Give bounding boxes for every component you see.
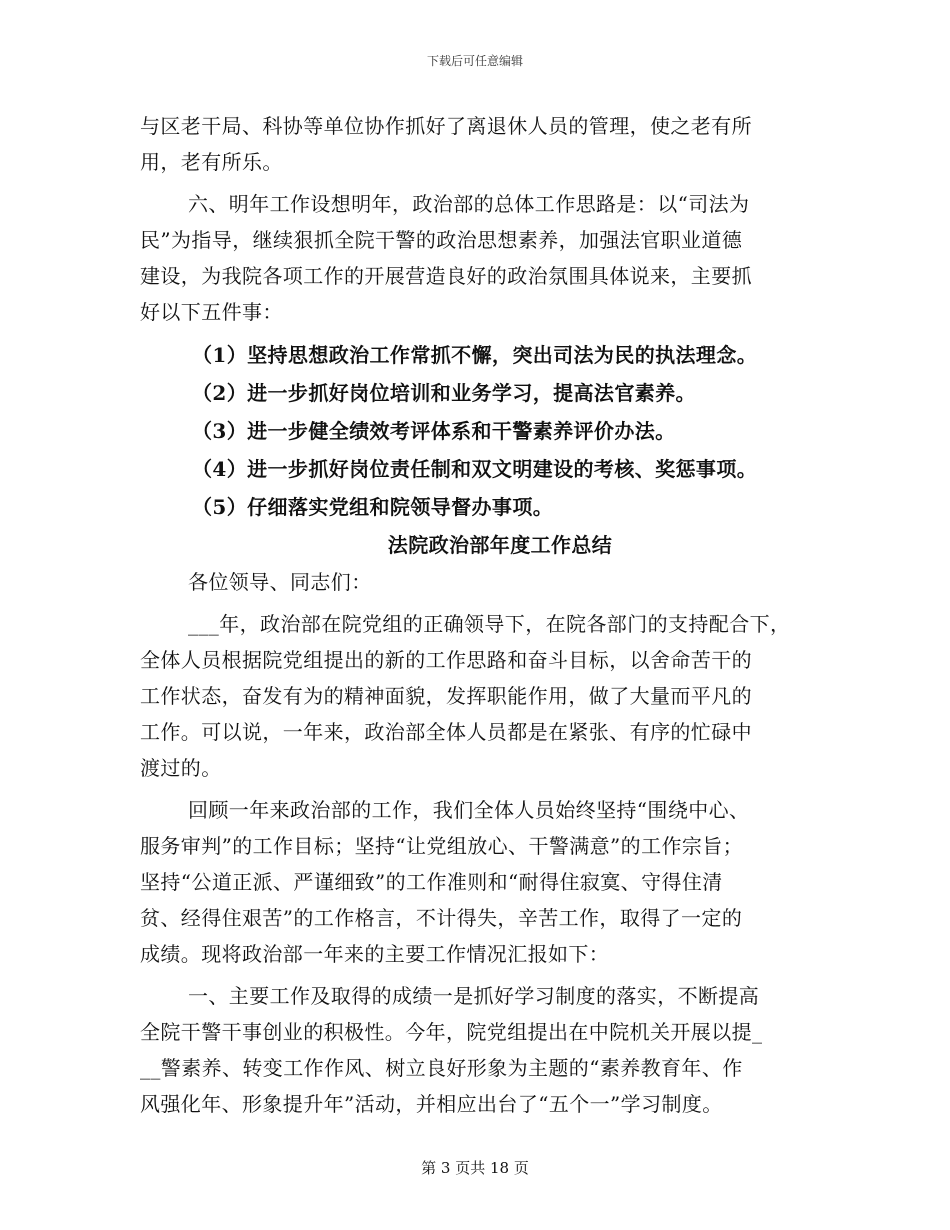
section-title: 法院政治部年度工作总结 — [387, 533, 613, 557]
list-item-2: （2）进一步抓好岗位培训和业务学习，提高法官素养。 — [192, 381, 696, 405]
paragraph-line: 成绩。现将政治部一年来的主要工作情况汇报如下： — [140, 942, 610, 966]
paragraph-line: 建设，为我院各项工作的开展营造良好的政治氛围具体说来，主要抓 — [140, 264, 752, 288]
paragraph-line: 工作状态，奋发有为的精神面貌，发挥职能作用，做了大量而平凡的 — [140, 684, 752, 708]
paragraph-line: 全院干警干事创业的积极性。今年，院党组提出在中院机关开展以提_ — [140, 1020, 763, 1044]
paragraph-line: 风强化年、形象提升年”活动，并相应出台了“五个一”学习制度。 — [140, 1092, 723, 1116]
paragraph-line: 坚持“公道正派、严谨细致”的工作准则和“耐得住寂寞、守得住清 — [140, 870, 723, 894]
paragraph-line: 民”为指导，继续狠抓全院干警的政治思想素养，加强法官职业道德 — [140, 228, 743, 252]
document-body — [140, 108, 820, 1122]
paragraph-line: 渡过的。 — [140, 756, 222, 780]
list-item-1: （1）坚持思想政治工作常抓不懈，突出司法为民的执法理念。 — [192, 343, 758, 367]
page-number: 第 3 页共 18 页 — [421, 1159, 529, 1177]
paragraph-line: 服务审判”的工作目标；坚持“让党组放心、干警满意”的工作宗旨； — [140, 834, 744, 858]
page-header: 下载后可任意编辑 — [426, 54, 523, 68]
paragraph-line: 好以下五件事： — [140, 300, 283, 324]
paragraph-line: 全体人员根据院党组提出的新的工作思路和奋斗目标，以舍命苦干的 — [140, 648, 752, 672]
list-item-5: （5）仔细落实党组和院领导督办事项。 — [192, 495, 554, 519]
paragraph-line: 一、主要工作及取得的成绩一是抓好学习制度的落实，不断提高 — [188, 984, 760, 1008]
paragraph-line: 六、明年工作设想明年，政治部的总体工作思路是：以“司法为 — [188, 192, 750, 216]
paragraph-line: 用，老有所乐。 — [140, 150, 283, 174]
paragraph-line: __警素养、转变工作作风、树立良好形象为主题的“素养教育年、作 — [140, 1056, 743, 1080]
paragraph-line: ___年，政治部在院党组的正确领导下，在院各部门的支持配合下， — [188, 612, 791, 636]
paragraph-line: 工作。可以说，一年来，政治部全体人员都是在紧张、有序的忙碌中 — [140, 720, 752, 744]
paragraph-line: 回顾一年来政治部的工作，我们全体人员始终坚持“围绕中心、 — [188, 798, 750, 822]
paragraph-line: 贫、经得住艰苦”的工作格言，不计得失，辛苦工作，取得了一定的 — [140, 906, 743, 930]
list-item-4: （4）进一步抓好岗位责任制和双文明建设的考核、奖惩事项。 — [192, 457, 758, 481]
salutation: 各位领导、同志们： — [188, 570, 372, 594]
list-item-3: （3）进一步健全绩效考评体系和干警素养评价办法。 — [192, 419, 676, 443]
paragraph-line: 与区老干局、科协等单位协作抓好了离退休人员的管理，使之老有所 — [140, 114, 752, 138]
